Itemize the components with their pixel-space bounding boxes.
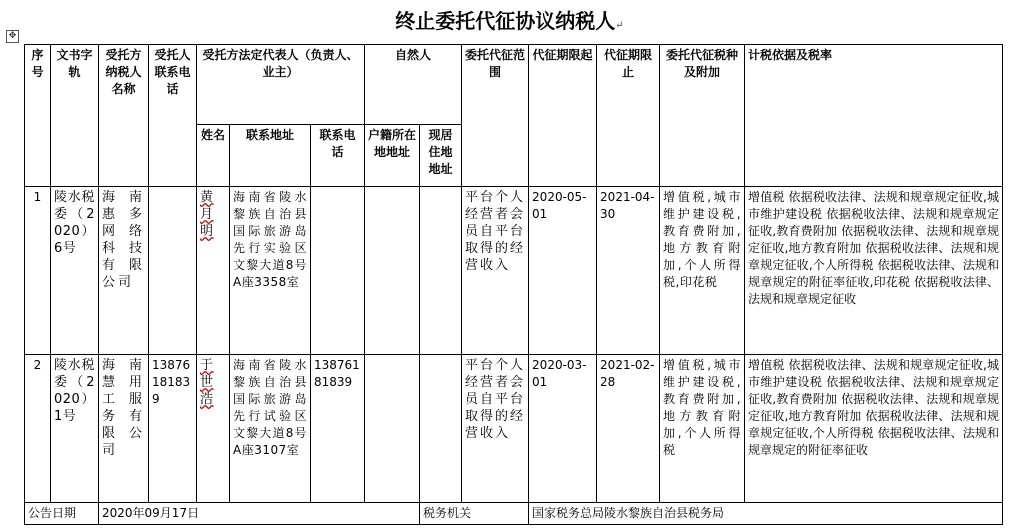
cell-start: 2020-05-01	[529, 187, 597, 355]
cell-rep-address: 海南省陵水黎族自治县国际旅游岛先行实验区文黎大道8号A座3358室	[230, 187, 311, 355]
footer-date-value: 2020年09月17日	[99, 503, 420, 525]
header-scope: 委托代征范围	[462, 45, 529, 187]
footer-authority-label: 税务机关	[420, 503, 529, 525]
footer-date-label: 公告日期	[25, 503, 99, 525]
cell-contact-phone: 13876181839	[149, 355, 197, 503]
header-tax-types: 委托代征税种及附加	[660, 45, 745, 187]
cell-seq: 2	[25, 355, 51, 503]
header-rep-group: 受托方法定代表人（负责人、业主）	[197, 45, 365, 125]
cell-taxpayer-name: 海南慧用工服务有限公司	[99, 355, 149, 503]
header-taxpayer-name: 受托方纳税人名称	[99, 45, 149, 187]
cell-basis: 增值税 依据税收法律、法规和规章规定征收,城市维护建设税 依据税收法律、法规和规章规定征收,教育费附加 依据税收法律、法规和规章规定征收,地方教育附加 依据税收法律、法规和规章规定征收,个人所得税 依据税收法律、法规和规章规定的附征率征收	[745, 355, 1003, 503]
cell-hukou-address	[365, 355, 420, 503]
cell-end: 2021-02-28	[597, 355, 660, 503]
cell-doc-no: 陵水税委（2020）6号	[51, 187, 99, 355]
header-rep-address: 联系地址	[230, 125, 311, 187]
header-rep-phone: 联系电话	[311, 125, 365, 187]
table-row	[25, 355, 1003, 503]
cell-taxpayer-name: 海南惠多网络科技有限公司	[99, 187, 149, 355]
cell-rep-phone: 13876181839	[311, 355, 365, 503]
header-end: 代征期限止	[597, 45, 660, 187]
header-doc-no: 文书字轨	[51, 45, 99, 187]
cell-current-address	[420, 187, 462, 355]
cell-tax-types: 增值税,城市维护建设税,教育费附加,地方教育附加,个人所得税,印花税	[660, 187, 745, 355]
header-natural-group: 自然人	[365, 45, 462, 125]
cell-rep-phone	[311, 187, 365, 355]
cell-start: 2020-03-01	[529, 355, 597, 503]
cell-seq: 1	[25, 187, 51, 355]
cell-scope: 平台个人经营者会员自平台取得的经营收入	[462, 187, 529, 355]
header-basis: 计税依据及税率	[745, 45, 1003, 187]
header-current-address: 现居住地地址	[420, 125, 462, 187]
table-move-anchor-icon[interactable]: ✥	[6, 30, 19, 43]
header-contact-phone: 受托人联系电话	[149, 45, 197, 187]
cell-rep-name: 于世浩	[197, 355, 230, 503]
cell-scope: 平台个人经营者会员自平台取得的经营收入	[462, 355, 529, 503]
header-rep-name: 姓名	[197, 125, 230, 187]
cell-rep-address: 海南省陵水黎族自治县国际旅游岛先行试验区文黎大道8号A座3107室	[230, 355, 311, 503]
cell-tax-types: 增值税,城市维护建设税,教育费附加,地方教育附加,个人所得税	[660, 355, 745, 503]
header-start: 代征期限起	[529, 45, 597, 187]
cell-end: 2021-04-30	[597, 187, 660, 355]
taxpayer-table	[24, 44, 1003, 525]
document-title: 终止委托代征协议纳税人↵	[395, 9, 624, 33]
header-row	[25, 45, 1003, 125]
header-hukou-address: 户籍所在地地址	[365, 125, 420, 187]
footer-row	[25, 503, 1003, 525]
table-row	[25, 187, 1003, 355]
cell-hukou-address	[365, 187, 420, 355]
cell-doc-no: 陵水税委（2020）1号	[51, 355, 99, 503]
cell-contact-phone	[149, 187, 197, 355]
footer-authority-value: 国家税务总局陵水黎族自治县税务局	[529, 503, 1003, 525]
cell-basis: 增值税 依据税收法律、法规和规章规定征收,城市维护建设税 依据税收法律、法规和规章规定征收,教育费附加 依据税收法律、法规和规章规定征收,地方教育附加 依据税收法律、法规和规章规定征收,个人所得税 依据税收法律、法规和规章规定的附征率征收,印花税 依据税收法律、法规和规章规定征收	[745, 187, 1003, 355]
header-seq: 序号	[25, 45, 51, 187]
cell-current-address	[420, 355, 462, 503]
cell-rep-name: 黄月明	[197, 187, 230, 355]
